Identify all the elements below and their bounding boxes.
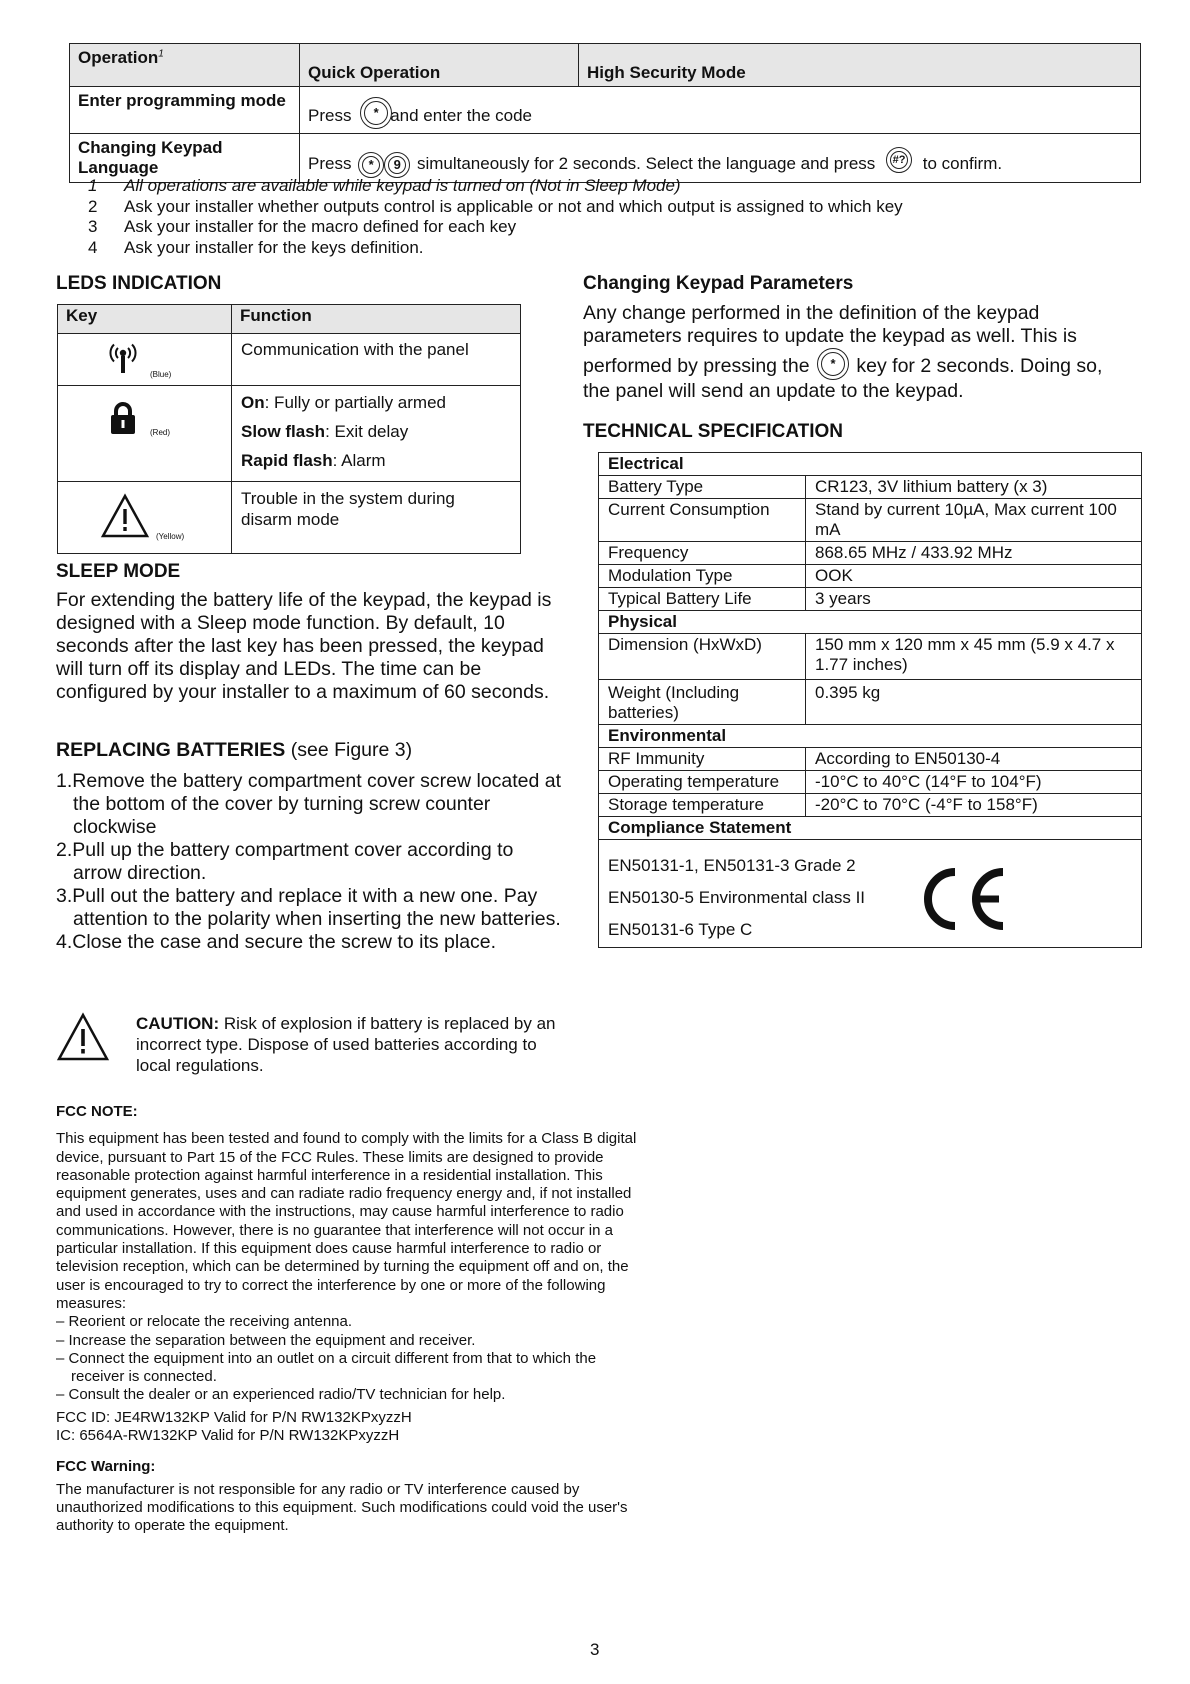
- spec-value: 150 mm x 120 mm x 45 mm (5.9 x 4.7 x 1.77 inches): [806, 634, 1142, 680]
- nine-key-icon: 9: [384, 152, 410, 178]
- spec-label: Dimension (HxWxD): [599, 634, 806, 680]
- sleep-mode-heading: SLEEP MODE: [56, 561, 181, 582]
- spec-label: Storage temperature: [599, 794, 806, 817]
- lock-icon: [109, 401, 137, 435]
- leds-header-key: Key: [58, 305, 232, 334]
- spec-row: [599, 542, 1142, 565]
- spec-value: CR123, 3V lithium battery (x 3): [806, 476, 1142, 499]
- spec-section-title: Physical: [599, 611, 1142, 634]
- spec-row: [599, 771, 1142, 794]
- op-row-label: Changing Keypad Language: [70, 134, 300, 183]
- spec-label: Battery Type: [599, 476, 806, 499]
- op-row-label: Enter programming mode: [70, 87, 300, 134]
- leds-header-function: Function: [232, 305, 521, 334]
- spec-row: [599, 588, 1142, 611]
- ic-id: IC: 6564A-RW132KP Valid for P/N RW132KPxyzzH: [56, 1427, 400, 1445]
- star-key-icon: *: [358, 152, 384, 178]
- spec-label: RF Immunity: [599, 748, 806, 771]
- spec-value: -10°C to 40°C (14°F to 104°F): [806, 771, 1142, 794]
- spec-row: [599, 476, 1142, 499]
- op-row-cell: Press * and enter the code: [300, 87, 1141, 134]
- replacing-heading: REPLACING BATTERIES (see Figure 3): [56, 739, 413, 761]
- fcc-warning-text: The manufacturer is not responsible for any radio or TV interference caused by unauthorized modifications to this equipment. Such modifications could void the user's authority to operate the equipment.: [56, 1480, 628, 1535]
- footnotes: [88, 176, 903, 258]
- spec-label: Operating temperature: [599, 771, 806, 794]
- led-color-label: (Red): [150, 428, 171, 437]
- led-key-cell: [58, 482, 232, 554]
- spec-row: [599, 499, 1142, 542]
- spec-value: OOK: [806, 565, 1142, 588]
- step-item: 1.Remove the battery compartment cover screw located at the bottom of the cover by turning screw counter clockwise: [56, 770, 562, 838]
- spec-value: 3 years: [806, 588, 1142, 611]
- op-header-high-security: High Security Mode: [579, 44, 1141, 87]
- spec-value: According to EN50130-4: [806, 748, 1142, 771]
- spec-value: 868.65 MHz / 433.92 MHz: [806, 542, 1142, 565]
- page-number: 3: [590, 1640, 600, 1659]
- led-state: Slow flash: Exit delay: [241, 422, 409, 441]
- fcc-measure: – Increase the separation between the equipment and receiver.: [56, 1331, 476, 1349]
- footnote: 2 Ask your installer whether outputs control is applicable or not and which output is assigned to which key: [88, 196, 903, 216]
- replacing-steps: [56, 770, 566, 954]
- keypad-params-heading: Changing Keypad Parameters: [583, 273, 854, 294]
- led-state: On: Fully or partially armed: [241, 393, 446, 412]
- fcc-measure: – Reorient or relocate the receiving antenna.: [56, 1313, 353, 1331]
- spec-section-title: Environmental: [599, 725, 1142, 748]
- led-key-cell: [58, 386, 232, 482]
- led-function: Trouble in the system during disarm mode: [232, 482, 521, 554]
- hash-key-icon: #?: [886, 147, 912, 173]
- footnote: 3 Ask your installer for the macro defined for each key: [88, 217, 517, 236]
- footnote: 4 Ask your installer for the keys definition.: [88, 237, 424, 257]
- spec-section-title: Compliance Statement: [599, 817, 1142, 840]
- keypad-params-text: Any change performed in the definition of the keypad parameters requires to update the keypad as well. This is performed by pressing the * key for 2 seconds. Doing so, the panel will send an update to the keypad.: [583, 302, 1103, 402]
- ce-mark-icon: [919, 866, 1009, 932]
- spec-section-title: Electrical: [599, 453, 1142, 476]
- op-header-operation: Operation$^1$: [70, 44, 300, 87]
- led-color-label: (Yellow): [156, 532, 185, 541]
- operation-table: [69, 43, 1141, 183]
- spec-value: Stand by current 10µA, Max current 100 mA: [806, 499, 1142, 542]
- caution-warning-icon: [56, 1012, 110, 1062]
- fcc-measure: – Connect the equipment into an outlet on a circuit different from that to which the receiver is connected.: [56, 1349, 597, 1386]
- sleep-mode-text: For extending the battery life of the keypad, the keypad is designed with a Sleep mode function. By default, 10 seconds after the last key has been pressed, the keypad will turn off its display and LEDs. The time can be configured by your installer to a maximum of 60 seconds.: [56, 589, 552, 703]
- compliance-line: EN50131-6 Type C: [608, 920, 753, 939]
- caution-text: CAUTION: Risk of explosion if battery is replaced by an incorrect type. Dispose of used batteries according to local regulations.: [136, 1014, 556, 1075]
- fcc-warning-heading: FCC Warning:: [56, 1458, 156, 1476]
- footnote: 1 All operations are available while keypad is turned on (Not in Sleep Mode): [88, 176, 681, 195]
- compliance-line: EN50131-1, EN50131-3 Grade 2: [608, 856, 856, 875]
- star-key-icon: *: [817, 348, 849, 380]
- led-function-list: [232, 386, 521, 482]
- led-function: Communication with the panel: [232, 334, 521, 386]
- fcc-id: FCC ID: JE4RW132KP Valid for P/N RW132KPxyzzH: [56, 1408, 412, 1426]
- fcc-measure: – Consult the dealer or an experienced radio/TV technician for help.: [56, 1386, 506, 1404]
- spec-row: [599, 680, 1142, 725]
- spec-label: Modulation Type: [599, 565, 806, 588]
- leds-heading: LEDS INDICATION: [56, 273, 222, 294]
- step-item: 3.Pull out the battery and replace it with a new one. Pay attention to the polarity when inserting the new batteries.: [56, 885, 561, 930]
- spec-label: Frequency: [599, 542, 806, 565]
- led-color-label: (Blue): [150, 370, 172, 379]
- fcc-note-heading: FCC NOTE:: [56, 1103, 138, 1120]
- op-header-quick: Quick Operation: [300, 44, 579, 87]
- step-item: 4.Close the case and secure the screw to its place.: [56, 931, 497, 953]
- warning-icon: [100, 493, 150, 539]
- spec-row: [599, 634, 1142, 680]
- leds-table: [57, 304, 521, 554]
- led-key-cell: [58, 334, 232, 386]
- fcc-note-text: This equipment has been tested and found to comply with the limits for a Class B digital device, pursuant to Part 15 of the FCC Rules. These limits are designed to provide reasonable protection against harmful interference in a residential installation. This equipment generates, uses and can radiate radio frequency energy and, if not installed and used in accordance with the instructions, may cause harmful interference to radio communications. However, there is no guarantee that interference will not occur in a particular installation. If this equipment does cause harmful interference to radio or television reception, which can be determined by turning the equipment off and on, the user is encouraged to try to correct the interference by one or more of the following measures:: [56, 1130, 637, 1312]
- spec-value: -20°C to 70°C (-4°F to 158°F): [806, 794, 1142, 817]
- tech-spec-table: [598, 452, 1142, 948]
- step-item: 2.Pull up the battery compartment cover according to arrow direction.: [56, 839, 514, 884]
- spec-row: [599, 794, 1142, 817]
- fcc-section: [56, 1103, 646, 1536]
- spec-label: Weight (Including batteries): [599, 680, 806, 725]
- spec-label: Current Consumption: [599, 499, 806, 542]
- star-key-icon: *: [360, 97, 392, 129]
- op-row-cell: Press * 9 simultaneously for 2 seconds. Select the language and press #? to confirm.: [300, 134, 1141, 183]
- spec-row: [599, 565, 1142, 588]
- compliance-cell: [599, 840, 1142, 948]
- led-state: Rapid flash: Alarm: [241, 451, 386, 470]
- spec-label: Typical Battery Life: [599, 588, 806, 611]
- spec-value: 0.395 kg: [806, 680, 1142, 725]
- spec-row: [599, 748, 1142, 771]
- compliance-line: EN50130-5 Environmental class II: [608, 888, 866, 907]
- tech-spec-heading: TECHNICAL SPECIFICATION: [583, 421, 844, 442]
- wireless-icon: [109, 342, 137, 376]
